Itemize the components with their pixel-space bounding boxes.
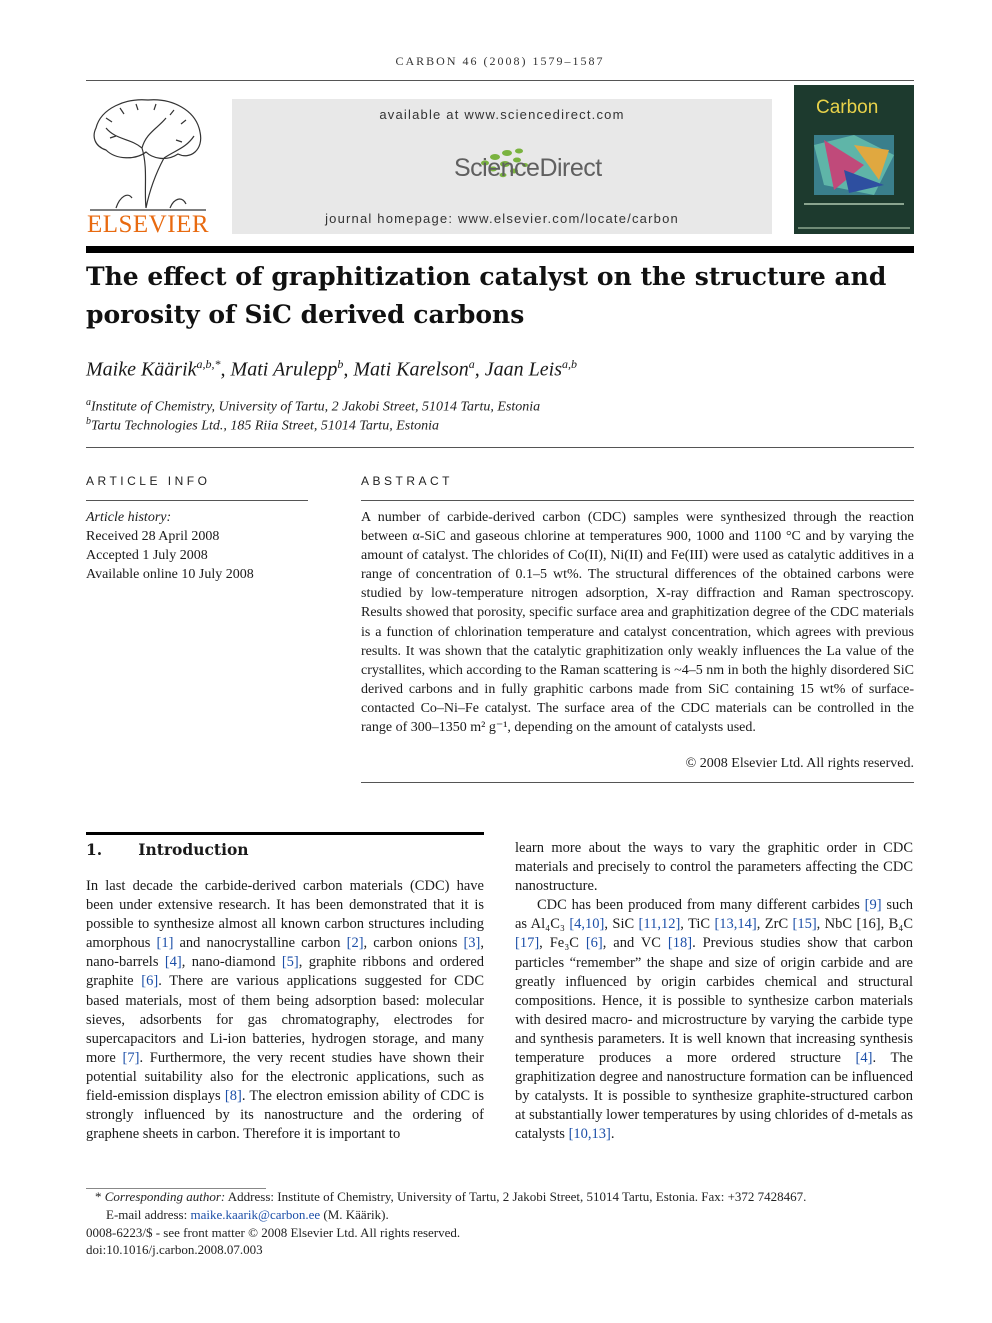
citation-link[interactable]: [9] xyxy=(864,897,882,914)
citation-link[interactable]: [15] xyxy=(792,916,817,933)
available-at-link[interactable]: available at www.sciencedirect.com xyxy=(379,107,625,122)
citation-link[interactable]: [4,10] xyxy=(569,916,605,933)
citation-link[interactable]: [11,12] xyxy=(638,916,681,933)
intro-heading xyxy=(86,840,249,859)
citation-link[interactable]: [6] xyxy=(585,935,603,952)
email-label: E-mail address: xyxy=(106,1207,191,1222)
abstract-text: A number of carbide-derived carbon (CDC) samples were synthesized through the reaction between α-SiC and gaseous chlorine at temperatures 900, 1000 and 1100 °C and by varying the amount of catalyst. The chlorides of Co(II), Ni(II) and Fe(III) were used as catalytic additives in a range of concentration of 0.1–5 wt%. The structural differences of the obtained carbons were studied by low-temperature nitrogen adsorption, X-ray diffraction and Raman spectroscopy. Results showed that porosity, specific surface area and graphitization degree of the CDC materials is a function of chlorination temperature and catalyst concentration, which agrees with previous results. It was shown that the catalytic graphitization only weakly influences the La value of the crystallites, which according to the Raman scattering is ~4–5 nm in both the highly disordered SiC derived carbons and in fully graphitic carbons made from SiC containing 15 wt% of surface-contacted Co–Ni–Fe catalyst. The surface area of the CDC materials can be controlled in the range of 300–1350 m² g⁻¹, depending on the amount of catalysts used. xyxy=(361,510,914,736)
author-name[interactable]: Maike Käärik xyxy=(86,358,197,381)
article-info-heading: ARTICLE INFO xyxy=(86,474,211,488)
affiliation-mark: b xyxy=(86,416,91,427)
cover-title: Carbon xyxy=(816,97,879,118)
email-link[interactable]: maike.kaarik@carbon.ee xyxy=(190,1207,321,1222)
article-title: The effect of graphitization catalyst on the structure and porosity of SiC derived carbons xyxy=(86,262,887,329)
intro-rule xyxy=(86,832,484,835)
abstract-heading: ABSTRACT xyxy=(361,474,454,488)
journal-homepage-link[interactable]: journal homepage: www.elsevier.com/locate/carbon xyxy=(325,211,679,226)
article-info-rule xyxy=(86,500,308,501)
abstract-copyright: © 2008 Elsevier Ltd. All rights reserved. xyxy=(685,756,914,771)
author-affil-mark: a xyxy=(468,357,475,371)
citation-link[interactable]: [6] xyxy=(141,973,159,990)
received-date: Received 28 April 2008 xyxy=(86,529,220,544)
email-note xyxy=(106,1207,389,1223)
citation-link[interactable]: [8] xyxy=(224,1088,242,1105)
author-name[interactable]: Mati Karelson xyxy=(353,358,469,381)
citation-link[interactable]: [18] xyxy=(667,935,693,952)
sciencedirect-wordmark: ScienceDirect xyxy=(454,154,602,182)
intro-paragraph-1-continued: learn more about the ways to vary the graphitic order in CDC materials and precisely to control the parameters affecting the CDC nanostructure. xyxy=(515,840,913,895)
affiliation xyxy=(86,397,540,416)
cover-text-line xyxy=(798,227,910,229)
cover-art xyxy=(814,135,894,195)
journal-cover-image xyxy=(794,85,914,234)
intro-paragraph-1: In last decade the carbide-derived carbon materials (CDC) have been under extensive research. It has been demonstrated that it is possible to synthesize almost all known carbon structures including amorphous [1] and nanocrystalline carbon [2], carbon onions [3], nano-barrels [4], nano-diamond [5], graphite ribbons and ordered graphite [6]. There are various applications suggested for CDC based materials, most of them being adsorption based: molecular sieves, adsorbents for gas chromatography, electrodes for supercapacitors and Li-ion batteries, hydrogen storage, and many more [7]. Furthermore, the very recent studies have shown their potential suitability also for the electronic applications, such as field-emission displays [8]. The electron emission ability of CDC is strongly influenced by its nanostructure and the ordering of graphene sheets in carbon. Therefore it is important to xyxy=(86,878,485,1143)
citation-link[interactable]: [17] xyxy=(515,935,540,952)
section-number: 1. xyxy=(86,840,103,859)
sciencedirect-banner xyxy=(232,99,772,234)
section-title: Introduction xyxy=(138,840,249,859)
author-affil-mark: a,b,* xyxy=(196,357,221,371)
corresponding-label: Corresponding author: xyxy=(104,1189,226,1204)
issn-line: 0008-6223/$ - see front matter © 2008 Elsevier Ltd. All rights reserved. xyxy=(86,1225,461,1240)
corresponding-author-note: * Corresponding author: Address: Institute of Chemistry, University of Tartu, 2 Jakobi Street, 51014 Tartu, Estonia. Fax: +372 7428467. xyxy=(95,1189,807,1204)
accepted-date: Accepted 1 July 2008 xyxy=(86,548,208,563)
author-affil-mark: b xyxy=(337,357,344,371)
running-head: CARBON 46 (2008) 1579–1587 xyxy=(395,54,605,68)
citation-link[interactable]: [13,14] xyxy=(714,916,757,933)
citation-link[interactable]: [4] xyxy=(855,1050,873,1067)
author-list: Maike Käärik$^{a,b,*}$, Mati Arulepp$^b$, Mati Karelson$^a$, Jaan Leis$^{a,b}$ xyxy=(86,357,577,381)
header-thick-rule xyxy=(86,246,914,253)
affiliation-text: Institute of Chemistry, University of Tartu, 2 Jakobi Street, 51014 Tartu, Estonia xyxy=(91,399,541,415)
intro-column-right xyxy=(515,839,913,1145)
corresponding-text: Address: Institute of Chemistry, University of Tartu, 2 Jakobi Street, 51014 Tartu, Estonia. Fax: +372 7428467. xyxy=(225,1189,807,1204)
intro-column-left xyxy=(86,877,484,1144)
author-affil-mark: a,b xyxy=(561,357,577,371)
citation-link[interactable]: [7] xyxy=(122,1049,140,1066)
header-rule xyxy=(86,80,914,81)
abstract-rule xyxy=(361,500,914,501)
citation-link[interactable]: [1] xyxy=(156,935,174,952)
affiliation-mark: a xyxy=(86,397,91,408)
author-name[interactable]: Mati Arulepp xyxy=(230,358,338,381)
abstract-bottom-rule xyxy=(361,782,914,783)
citation-link[interactable]: [3] xyxy=(463,935,481,952)
citation-link[interactable]: [4] xyxy=(164,954,182,971)
doi-line[interactable]: doi:10.1016/j.carbon.2008.07.003 xyxy=(86,1242,263,1257)
affiliation xyxy=(86,416,439,435)
elsevier-wordmark: ELSEVIER xyxy=(86,211,210,238)
online-date: Available online 10 July 2008 xyxy=(86,567,254,582)
citation-link[interactable]: [5] xyxy=(281,954,299,971)
history-label: Article history: xyxy=(86,510,172,525)
intro-paragraph-2: CDC has been produced from many different carbides [9] such as Al₄C₃ [4,10], SiC [11,12], TiC [13,14], ZrC [15], NbC [16], B₄C [17], Fe₃C [6], and VC [18]. Previous studies show that carbon particles “remember” the shape and size of origin carbide and are greatly influenced by origin carbides chemical and structural compositions. Hence, it is possible to synthesize carbon materials with desired macro- and microstructure by varying the carbide type and synthesis parameters. It is well known that increasing synthesis temperature produces a more ordered structure [4]. The graphitization degree and nanostructure formation can be influenced by catalysts. It is possible to synthesize graphite-structured carbon at substantially lower temperatures by using chlorides of d-metals as catalysts [10,13]. xyxy=(515,897,914,1143)
affiliation-text: Tartu Technologies Ltd., 185 Riia Street, 51014 Tartu, Estonia xyxy=(91,418,439,434)
citation-link[interactable]: [10,13] xyxy=(568,1126,611,1143)
cover-text-line xyxy=(804,203,904,205)
citation-link[interactable]: [2] xyxy=(346,935,364,952)
author-name[interactable]: Jaan Leis xyxy=(484,358,562,381)
email-suffix: (M. Käärik). xyxy=(320,1207,389,1222)
section-rule xyxy=(86,447,914,448)
